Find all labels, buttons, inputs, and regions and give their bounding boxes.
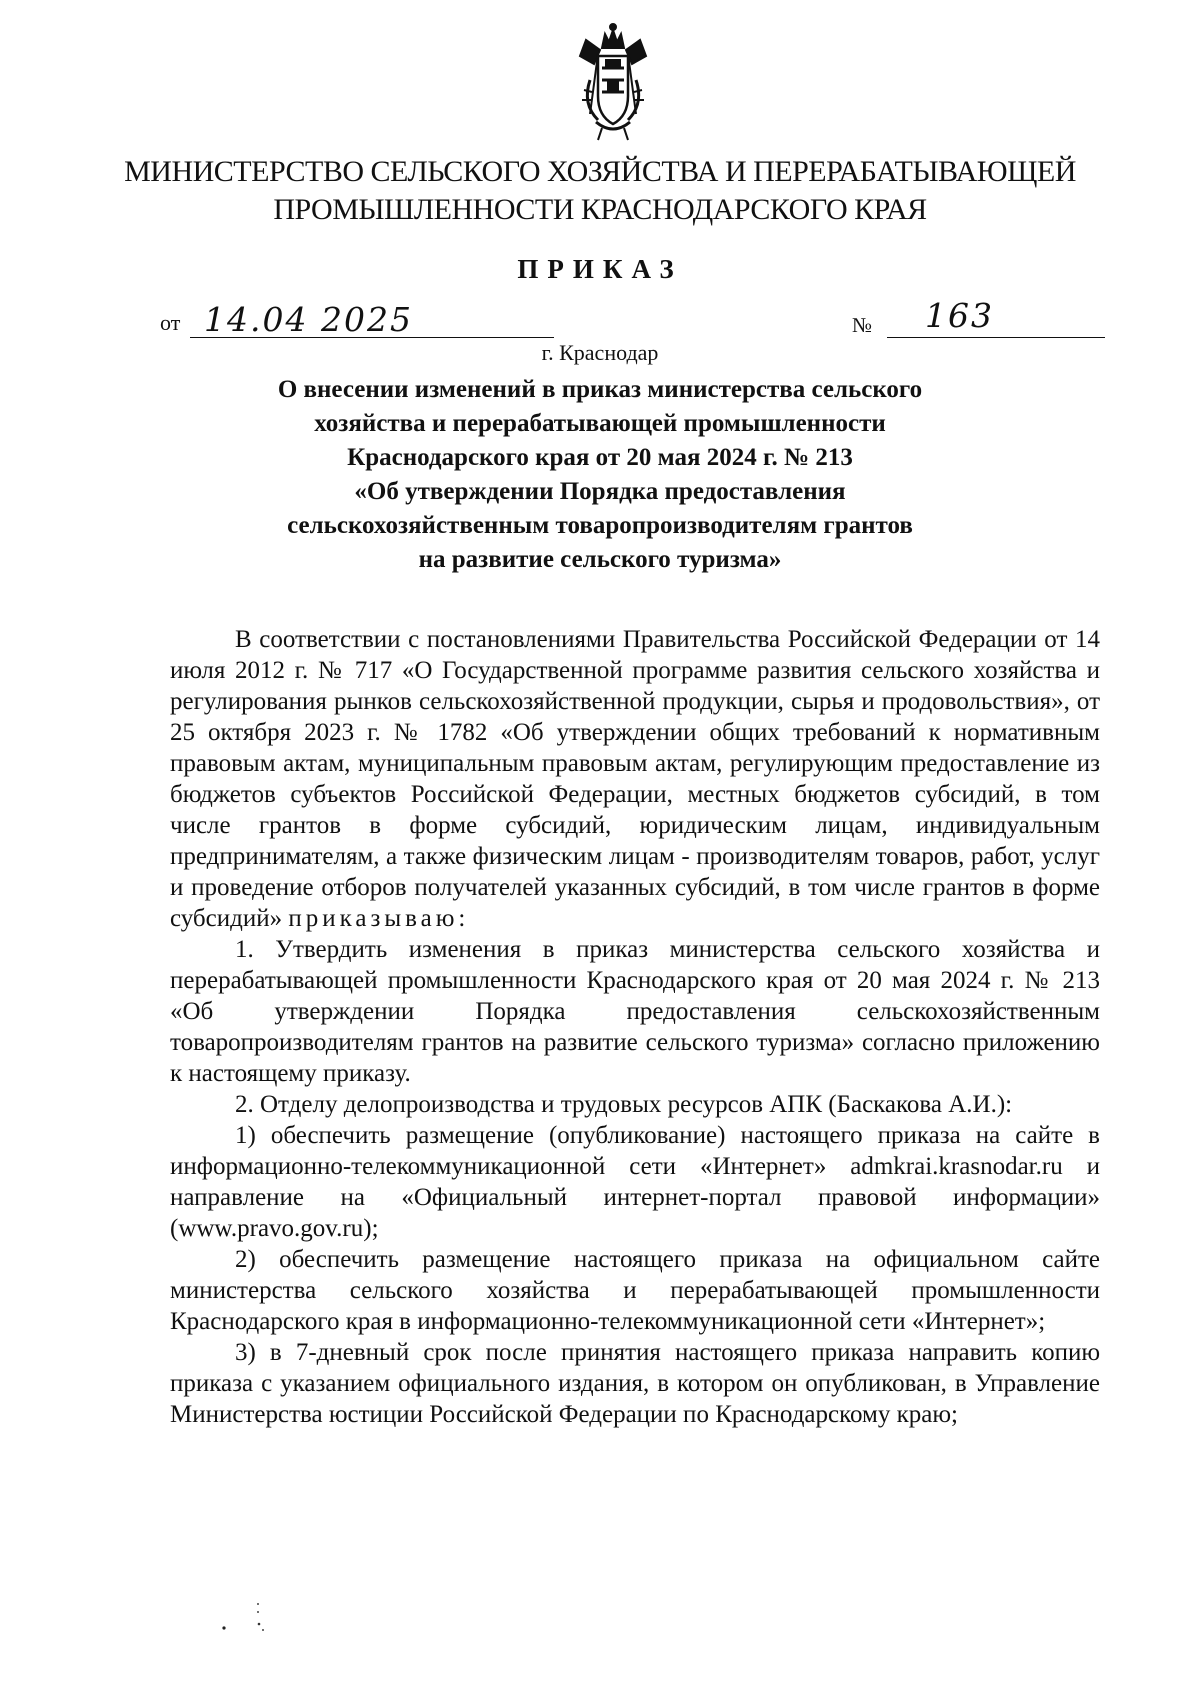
title-line: О внесении изменений в приказ министерства сельского bbox=[277, 376, 923, 403]
preamble-text: В соответствии с постановлениями Правительства Российской Федерации от 14 июля 2012 г. № 717 «О Государственной программе развития сельского хозяйства и регулирования рынков сельскохозяйственной продукции, сырья и продовольствия», от 25 октября 2023 г. № 1782 «Об утверждении общих требований к нормативным правовым актам, муниципальным правовым актам, регулирующим предоставление из бюджетов субъектов Российской Федерации, местных бюджетов субсидий, в том числе грантов в форме субсидий, юридическим лицам, индивидуальным предпринимателям, а также физическим лицам - производителям товаров, работ, услуг и проведение отборов получателей указанных субсидий, в том числе грантов в форме субсидий» bbox=[170, 626, 1100, 932]
handwritten-number: 163 bbox=[925, 296, 994, 335]
title-line: хозяйства и перерабатывающей промышленности bbox=[314, 410, 886, 437]
date-prefix: от bbox=[160, 310, 181, 335]
city: г. Краснодар bbox=[541, 340, 659, 365]
document-title bbox=[0, 373, 1200, 577]
title-line: на развитие сельского туризма» bbox=[418, 546, 782, 573]
item-2-3: 3) в 7-дневный срок после принятия настоящего приказа направить копию приказа с указанием официального издания, в котором он опубликован, в Управление Министерства юстиции Российской Федерации по Краснодарскому краю; bbox=[170, 1339, 1100, 1428]
order-word: приказываю: bbox=[288, 905, 470, 932]
title-line: сельскохозяйственным товаропроизводителям грантов bbox=[287, 512, 913, 539]
item-2-1: 1) обеспечить размещение (опубликование) настоящего приказа на сайте в информационно-телекоммуникационной сети «Интернет» admkrai.krasnodar.ru и направление на «Официальный интернет-портал правовой информации» (www.pravo.gov.ru); bbox=[170, 1122, 1100, 1242]
item-2-2: 2) обеспечить размещение настоящего приказа на официальном сайте министерства сельского хозяйства и перерабатывающей промышленности Краснодарского края в информационно-телекоммуникационной сети «Интернет»; bbox=[170, 1246, 1100, 1335]
title-line: «Об утверждении Порядка предоставления bbox=[354, 478, 846, 505]
document-type: ПРИКАЗ bbox=[517, 254, 683, 284]
title-line: Краснодарского края от 20 мая 2024 г. № 213 bbox=[347, 444, 853, 471]
date-number-row bbox=[160, 296, 1110, 344]
preamble-paragraph bbox=[170, 624, 1100, 934]
ministry-name-line-1: МИНИСТЕРСТВО СЕЛЬСКОГО ХОЗЯЙСТВА И ПЕРЕРАБАТЫВАЮЩЕЙ bbox=[124, 155, 1076, 188]
handwritten-date: 14.04 2025 bbox=[204, 300, 413, 339]
number-sign: № bbox=[852, 313, 873, 337]
ministry-name bbox=[0, 153, 1200, 229]
coat-of-arms-icon bbox=[572, 20, 654, 144]
item-1: 1. Утвердить изменения в приказ министерства сельского хозяйства и перерабатывающей промышленности Краснодарского края от 20 мая 2024 г. № 213 «Об утверждении Порядка предоставления сельскохозяйственным товаропроизводителям грантов на развитие сельского туризма» согласно приложению к настоящему приказу. bbox=[170, 936, 1100, 1087]
document-body bbox=[170, 624, 1100, 1430]
item-2: 2. Отделу делопроизводства и трудовых ресурсов АПК (Баскакова А.И.): bbox=[235, 1091, 1013, 1118]
number-underline bbox=[887, 337, 1105, 338]
ministry-name-line-2: ПРОМЫШЛЕННОСТИ КРАСНОДАРСКОГО КРАЯ bbox=[273, 193, 927, 226]
scan-specks bbox=[220, 1600, 280, 1640]
